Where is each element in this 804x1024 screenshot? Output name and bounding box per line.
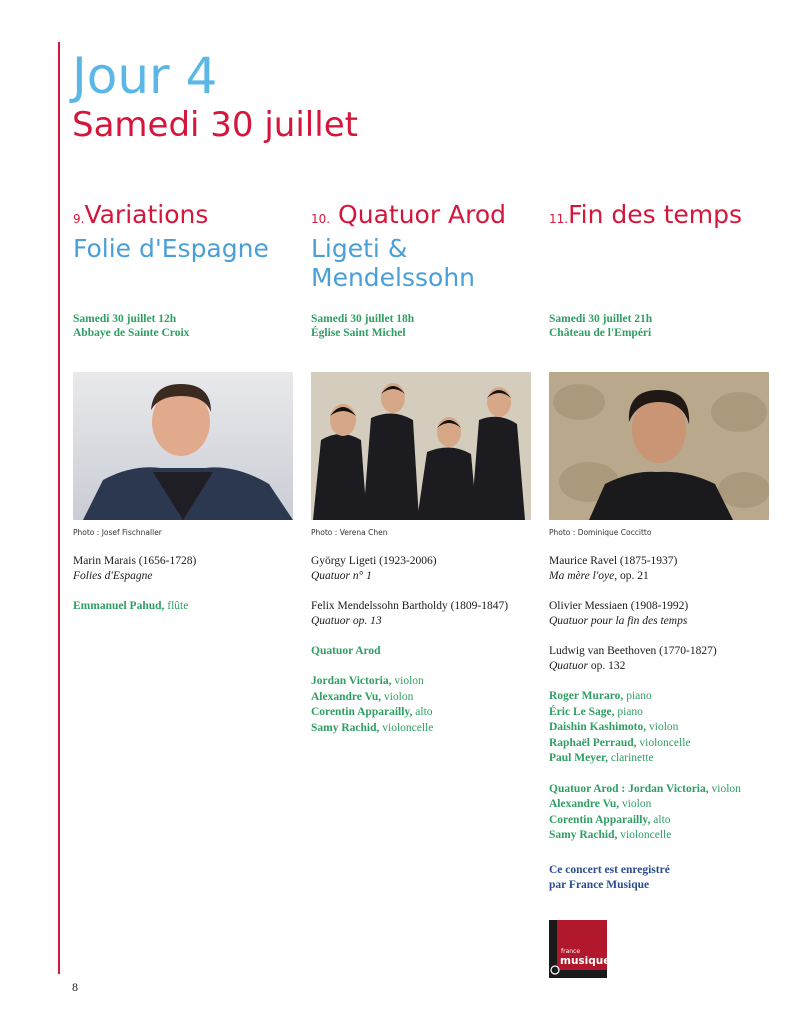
performers bbox=[73, 599, 295, 615]
artist-photo bbox=[73, 372, 293, 520]
day-title: Jour 4 bbox=[72, 47, 218, 105]
performer-name: Corentin Apparailly, bbox=[311, 706, 413, 718]
photo-credit: Photo : Dominique Coccitto bbox=[549, 528, 652, 537]
performer-name: Corentin Apparailly, bbox=[549, 813, 651, 826]
concert-datetime: Samedi 30 juillet 12h bbox=[73, 313, 177, 325]
recording-note-line2: par France Musique bbox=[549, 878, 650, 891]
photo-credit: Photo : Verena Chen bbox=[311, 528, 388, 537]
performer-name: Samy Rachid, bbox=[549, 829, 618, 841]
day-date: Samedi 30 juillet bbox=[72, 105, 358, 145]
composer: György Ligeti (1923-2006) bbox=[311, 555, 437, 567]
concert-when bbox=[311, 312, 533, 340]
performer-name: Paul Meyer, bbox=[549, 752, 608, 764]
performer-instrument: flûte bbox=[164, 600, 189, 612]
recording-note-line1: Ce concert est enregistré bbox=[549, 863, 670, 876]
concert-venue: Abbaye de Sainte Croix bbox=[73, 327, 190, 339]
program bbox=[311, 554, 533, 736]
concert-title bbox=[549, 200, 771, 304]
performer-name: Jordan Victoria, bbox=[311, 675, 392, 687]
concert-number: 9. bbox=[73, 212, 85, 226]
performer-instrument: violon bbox=[619, 798, 652, 810]
performer-instrument: piano bbox=[614, 705, 643, 718]
program bbox=[549, 554, 771, 893]
performer-name: Raphaël Perraud, bbox=[549, 736, 637, 749]
concert-title-main: Variations bbox=[84, 200, 209, 229]
concert-venue: Château de l'Empéri bbox=[549, 327, 652, 339]
performer-instrument: violon bbox=[646, 721, 679, 733]
performer-instrument: piano bbox=[623, 690, 652, 702]
composer: Olivier Messiaen (1908-1992) bbox=[549, 600, 689, 612]
piece-title: Quatuor n° 1 bbox=[311, 570, 372, 582]
performer-instrument: violon bbox=[708, 782, 741, 795]
composer: Ludwig van Beethoven (1770-1827) bbox=[549, 645, 717, 657]
ensemble-performers bbox=[549, 782, 771, 844]
work-item bbox=[311, 599, 533, 629]
concert-when bbox=[73, 312, 295, 340]
ensemble-name: Quatuor Arod bbox=[311, 645, 381, 657]
piece-title: Ma mère l'oye bbox=[549, 570, 615, 582]
concert-title-main: Fin des temps bbox=[568, 200, 743, 229]
performer-instrument: violoncelle bbox=[617, 829, 672, 841]
work-item bbox=[73, 554, 295, 584]
performer-name: Emmanuel Pahud, bbox=[73, 600, 165, 612]
concert-when bbox=[549, 312, 771, 340]
logo-line2: musique bbox=[560, 955, 607, 967]
concert-title-sub: Ligeti & Mendelssohn bbox=[311, 234, 476, 292]
ensemble-photo bbox=[311, 372, 531, 520]
performers bbox=[311, 674, 533, 736]
logo-line1: france bbox=[561, 948, 581, 955]
page-number: 8 bbox=[72, 980, 78, 994]
performer-name: Samy Rachid, bbox=[311, 721, 380, 734]
piece-suffix: , op. 21 bbox=[614, 570, 649, 582]
work-item bbox=[549, 554, 771, 584]
performer-name: Alexandre Vu, bbox=[549, 798, 620, 810]
concert-title bbox=[73, 200, 295, 304]
photo-credit: Photo : Josef Fischnaller bbox=[73, 528, 162, 537]
artist-photo bbox=[549, 372, 769, 520]
performer-instrument: violon bbox=[391, 675, 424, 687]
concert-title bbox=[311, 200, 533, 304]
composer: Felix Mendelssohn Bartholdy (1809-1847) bbox=[311, 600, 509, 612]
piece-title: Folies d'Espagne bbox=[73, 570, 153, 582]
performer-instrument: alto bbox=[650, 813, 671, 826]
performer-instrument: violoncelle bbox=[636, 736, 691, 749]
performer-instrument: violon bbox=[381, 690, 414, 703]
concert-datetime: Samedi 30 juillet 18h bbox=[311, 313, 415, 325]
performer-instrument: alto bbox=[412, 706, 433, 718]
piece-title: Quatuor pour la fin des temps bbox=[549, 615, 688, 627]
concert-10 bbox=[311, 200, 533, 751]
composer: Marin Marais (1656-1728) bbox=[73, 555, 197, 567]
recording-note bbox=[549, 863, 771, 893]
concert-number: 10. bbox=[311, 212, 331, 226]
work-item bbox=[311, 554, 533, 584]
left-vertical-rule bbox=[58, 42, 60, 974]
piece-title: Quatuor op. 13 bbox=[311, 615, 382, 627]
concert-11 bbox=[549, 200, 771, 904]
performer-name: Roger Muraro, bbox=[549, 690, 624, 702]
performer-name: Daishin Kashimoto, bbox=[549, 721, 647, 733]
composer: Maurice Ravel (1875-1937) bbox=[549, 555, 678, 567]
concert-title-sub: Folie d'Espagne bbox=[73, 234, 269, 263]
concert-9 bbox=[73, 200, 295, 630]
concert-datetime: Samedi 30 juillet 21h bbox=[549, 313, 653, 325]
piece-suffix: op. 132 bbox=[587, 660, 626, 672]
performer-name: Quatuor Arod : Jordan Victoria, bbox=[549, 782, 709, 795]
performers bbox=[549, 689, 771, 767]
work-item bbox=[549, 644, 771, 674]
program bbox=[73, 554, 295, 615]
performer-instrument: clarinette bbox=[607, 752, 654, 764]
concert-title-main: Quatuor Arod bbox=[338, 200, 507, 229]
concert-venue: Église Saint Michel bbox=[311, 327, 406, 339]
performer-name: Éric Le Sage, bbox=[549, 705, 615, 718]
france-musique-logo bbox=[549, 920, 607, 978]
piece-title: Quatuor bbox=[549, 660, 588, 672]
performer-instrument: violoncelle bbox=[379, 721, 434, 734]
performer-name: Alexandre Vu, bbox=[311, 690, 382, 703]
concert-number: 11. bbox=[549, 212, 569, 226]
work-item bbox=[549, 599, 771, 629]
